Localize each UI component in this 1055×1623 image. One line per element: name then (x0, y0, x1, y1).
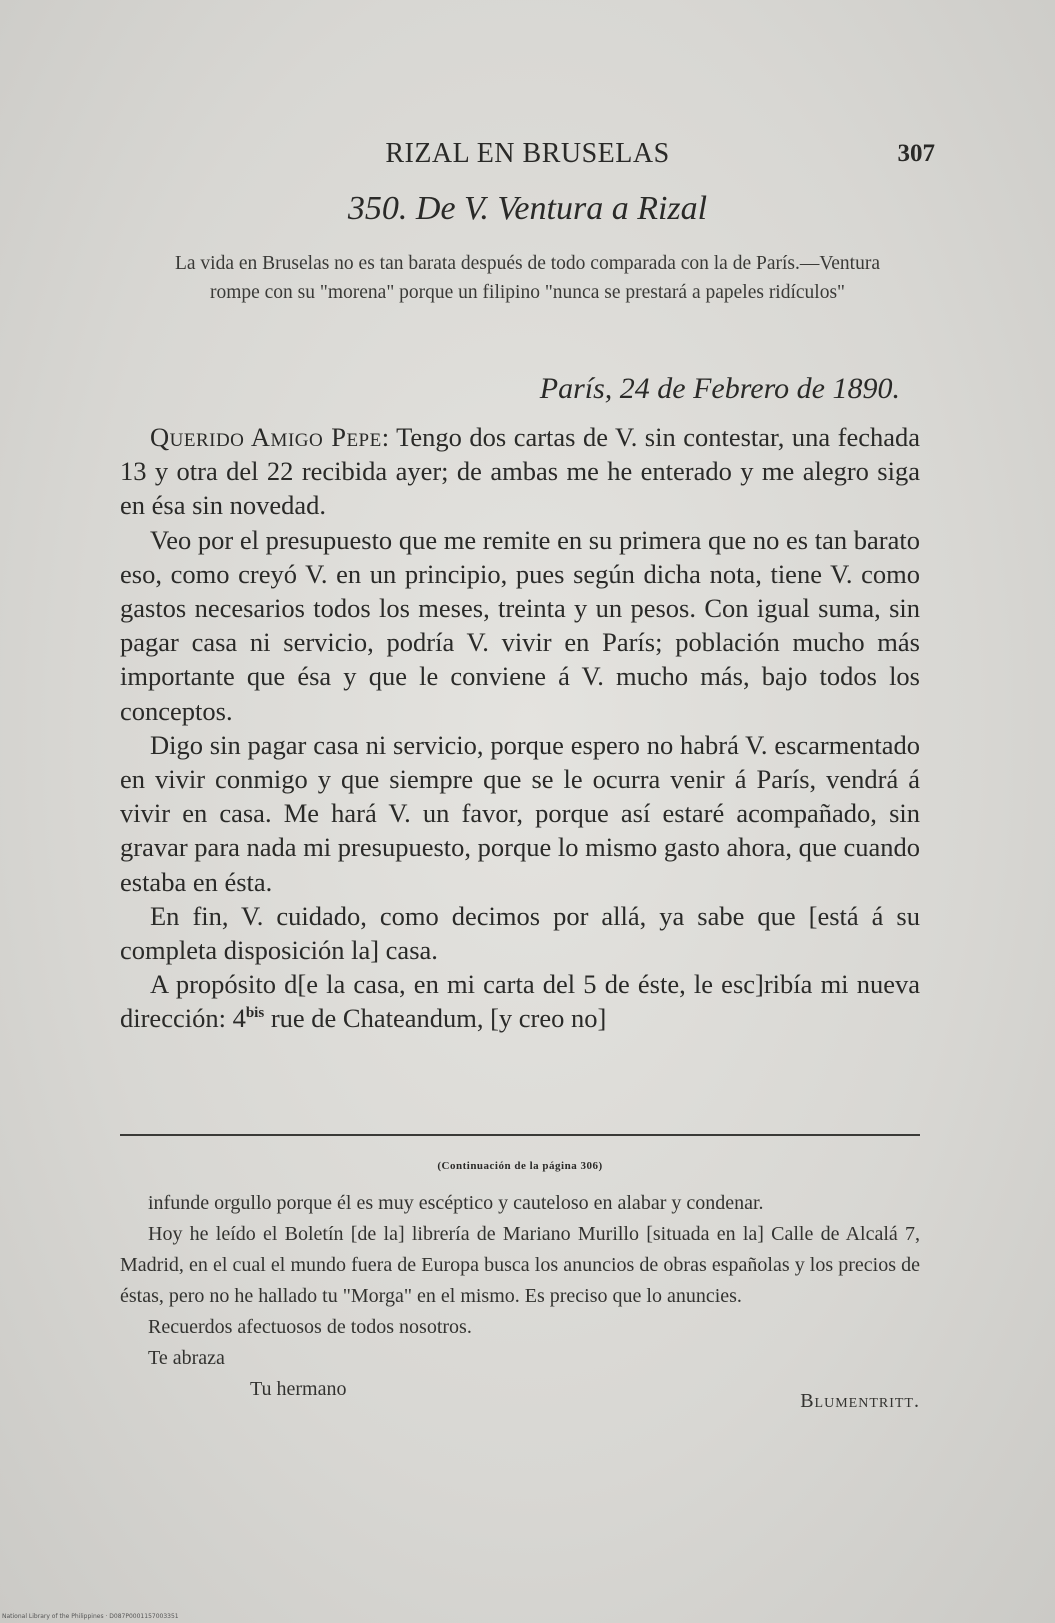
footnote-paragraph-2: Hoy he leído el Boletín [de la] librería de Mariano Murillo [situada en la] Calle de Alcalá 7, Madrid, en el cual el mundo fuera de Europa busca los anuncios de obras españolas y los precios de éstas, pero no he hallado tu "Morga" en el mismo. Es preciso que lo anuncies. (120, 1223, 920, 1307)
letter-dateline: París, 24 de Febrero de 1890. (539, 372, 900, 405)
signature: Blumentritt. (800, 1390, 920, 1412)
salutation: Querido Amigo Pepe (150, 422, 382, 452)
running-head (120, 138, 935, 178)
letter-summary: La vida en Bruselas no es tan barata después de todo comparada con la de París.—Ventura rompe con su "morena" porque un filipino "nunca se prestará a papeles ridículos" (174, 253, 880, 303)
body-paragraph-3: Digo sin pagar casa ni servicio, porque espero no habrá V. escarmentado en vivir conmigo y que siempre que se le ocurra venir á París, vendrá á vivir en casa. Me hará V. un favor, porque así estaré acompañado, sin gravar para nada mi presupuesto, porque lo mismo gasto ahora, que cuando estaba en ésta. (120, 729, 920, 897)
body-paragraph-5-start: A propósito d[e la casa, en mi carta del 5 de éste, le esc]ribía mi nueva dirección: 4 (120, 969, 920, 1034)
footnote-paragraph-1: infunde orgullo porque él es muy escéptico y cauteloso en alabar y condenar. (148, 1192, 764, 1214)
running-title: RIZAL EN BRUSELAS (385, 138, 670, 169)
letter-heading: 350. De V. Ventura a Rizal (347, 190, 708, 227)
page-number: 307 (897, 140, 935, 167)
closing-phrase: Tu hermano (250, 1378, 347, 1400)
body-paragraph-2: Veo por el presupuesto que me remite en su primera que no es tan barato eso, como creyó V. en un principio, pues según dicha nota, tiene V. como gastos necesarios todos los meses, treinta y un pesos. Con igual suma, sin pagar casa ni servicio, podría V. vivir en París; población mucho más importante que ésa y que le conviene á V. mucho más, bajo todos los conceptos. (120, 524, 920, 726)
letter-body (120, 420, 920, 1036)
library-credit: National Library of the Philippines · D087P0001157003351 (2, 1613, 179, 1620)
footnote-block (120, 1188, 920, 1412)
body-paragraph-5 (120, 967, 920, 1035)
body-paragraph-5-end: rue de Chateandum, [y creo no] (264, 1003, 607, 1034)
footnote-paragraph-4: Te abraza (148, 1347, 225, 1369)
footnote-paragraph-3: Recuerdos afectuosos de todos nosotros. (148, 1316, 472, 1338)
body-paragraph-1-text: : Tengo dos cartas de V. sin contestar, una fechada 13 y otra del 22 recibida ayer; de ambas me he enterado y me alegro siga en ésa sin novedad. (120, 422, 920, 521)
footnote-divider (120, 1134, 920, 1136)
body-paragraph-1 (120, 420, 920, 523)
superscript-bis: bis (245, 1005, 265, 1022)
continuation-note: (Continuación de la página 306) (437, 1160, 603, 1172)
body-paragraph-4: En fin, V. cuidado, como decimos por allá, ya sabe que [está á su completa disposición la] casa. (120, 900, 920, 966)
footnote-closing (120, 1374, 920, 1412)
